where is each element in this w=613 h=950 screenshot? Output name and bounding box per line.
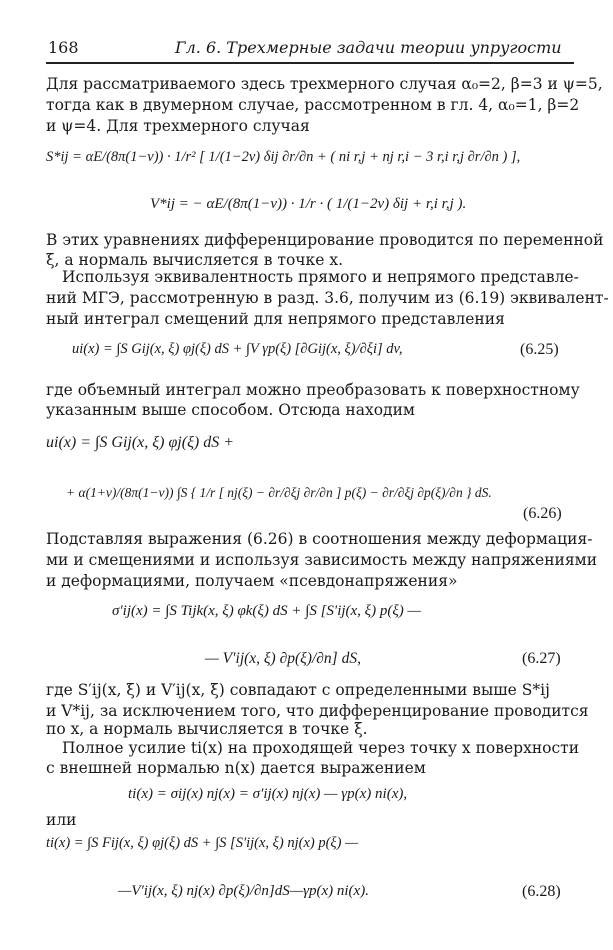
paragraph-7-line-2: с внешней нормалью n(x) дается выражением — [46, 759, 426, 777]
equation-6-25-number: (6.25) — [520, 341, 559, 358]
paragraph-6-line-1: где S′ij(x, ξ) и V′ij(x, ξ) совпадают с определенными выше S*ij — [46, 681, 550, 699]
equation-6-26-number: (6.26) — [523, 505, 562, 522]
paragraph-1-line-2: тогда как в двумерном случае, рассмотренном в гл. 4, α₀=1, β=2 — [46, 96, 580, 114]
running-title: Гл. 6. Трехмерные задачи теории упругости — [175, 38, 562, 57]
equation-6-27-line-2: — V′ij(x, ξ) ∂p(ξ)/∂n] dS, — [205, 650, 361, 667]
paragraph-1-line-1: Для рассматриваемого здесь трехмерного случая α₀=2, β=3 и ψ=5, — [46, 75, 603, 93]
equation-6-27-number: (6.27) — [522, 650, 561, 667]
equation-6-26-line-1: ui(x) = ∫S Gij(x, ξ) φj(ξ) dS + — [46, 434, 235, 451]
paragraph-5-line-1: Подставляя выражения (6.26) в соотношения между деформация- — [46, 530, 593, 548]
paragraph-4-line-1: где объемный интеграл можно преобразовать к поверхностному — [46, 381, 580, 399]
header-rule — [46, 62, 574, 64]
paragraph-5-line-3: и деформациями, получаем «псевдонапряжения» — [46, 572, 458, 590]
conjunction-or: или — [46, 811, 77, 829]
equation-6-26-line-2: + α(1+ν)/(8π(1−ν)) ∫S { 1/r [ nj(ξ) − ∂r/∂ξj ∂r/∂n ] p(ξ) − ∂r/∂ξj ∂p(ξ)/∂n } dS. — [66, 485, 492, 500]
equation-6-25: ui(x) = ∫S Gij(x, ξ) φj(ξ) dS + ∫V γp(ξ) [∂Gij(x, ξ)/∂ξi] dv, — [72, 341, 403, 357]
paragraph-4-line-2: указанным выше способом. Отсюда находим — [46, 401, 415, 419]
paragraph-6-line-2: и V*ij, за исключением того, что дифференцирование проводится — [46, 702, 589, 720]
paragraph-3-line-2: ний МГЭ, рассмотренную в разд. 3.6, получим из (6.19) эквивалент- — [46, 289, 609, 307]
equation-6-28-line-1: ti(x) = ∫S Fij(x, ξ) φj(ξ) dS + ∫S [S′ij(x, ξ) nj(x) p(ξ) — — [46, 835, 358, 851]
paragraph-2-line-2: ξ, а нормаль вычисляется в точке x. — [46, 251, 343, 269]
page-number: 168 — [48, 38, 79, 57]
equation-6-27-line-1: σ′ij(x) = ∫S Tijk(x, ξ) φk(ξ) dS + ∫S [S′ij(x, ξ) p(ξ) — — [112, 603, 421, 619]
paragraph-5-line-2: ми и смещениями и используя зависимость между напряжениями — [46, 551, 598, 569]
equation-6-28-line-2: —V′ij(x, ξ) nj(x) ∂p(ξ)/∂n]dS—γp(x) ni(x). — [118, 883, 369, 899]
equation-v-star: V*ij = − αE/(8π(1−ν)) · 1/r · ( 1/(1−2ν) δij + r,i r,j ). — [150, 196, 467, 212]
paragraph-6-line-3: по x, а нормаль вычисляется в точке ξ. — [46, 720, 368, 738]
paragraph-3-line-1: Используя эквивалентность прямого и непрямого представле- — [62, 268, 579, 286]
equation-traction: ti(x) = σij(x) nj(x) = σ′ij(x) nj(x) — γp(x) ni(x), — [128, 786, 408, 802]
equation-s-star: S*ij = αE/(8π(1−ν)) · 1/r² [ 1/(1−2ν) δij ∂r/∂n + ( ni r,j + nj r,i − 3 r,i r,j ∂r/∂n ) ], — [46, 149, 521, 165]
paragraph-2-line-1: В этих уравнениях дифференцирование проводится по переменной — [46, 231, 604, 249]
equation-6-28-number: (6.28) — [522, 883, 561, 900]
paragraph-3-line-3: ный интеграл смещений для непрямого представления — [46, 310, 505, 328]
paragraph-7-line-1: Полное усилие ti(x) на проходящей через точку x поверхности — [62, 739, 580, 757]
paragraph-1-line-3: и ψ=4. Для трехмерного случая — [46, 117, 310, 135]
